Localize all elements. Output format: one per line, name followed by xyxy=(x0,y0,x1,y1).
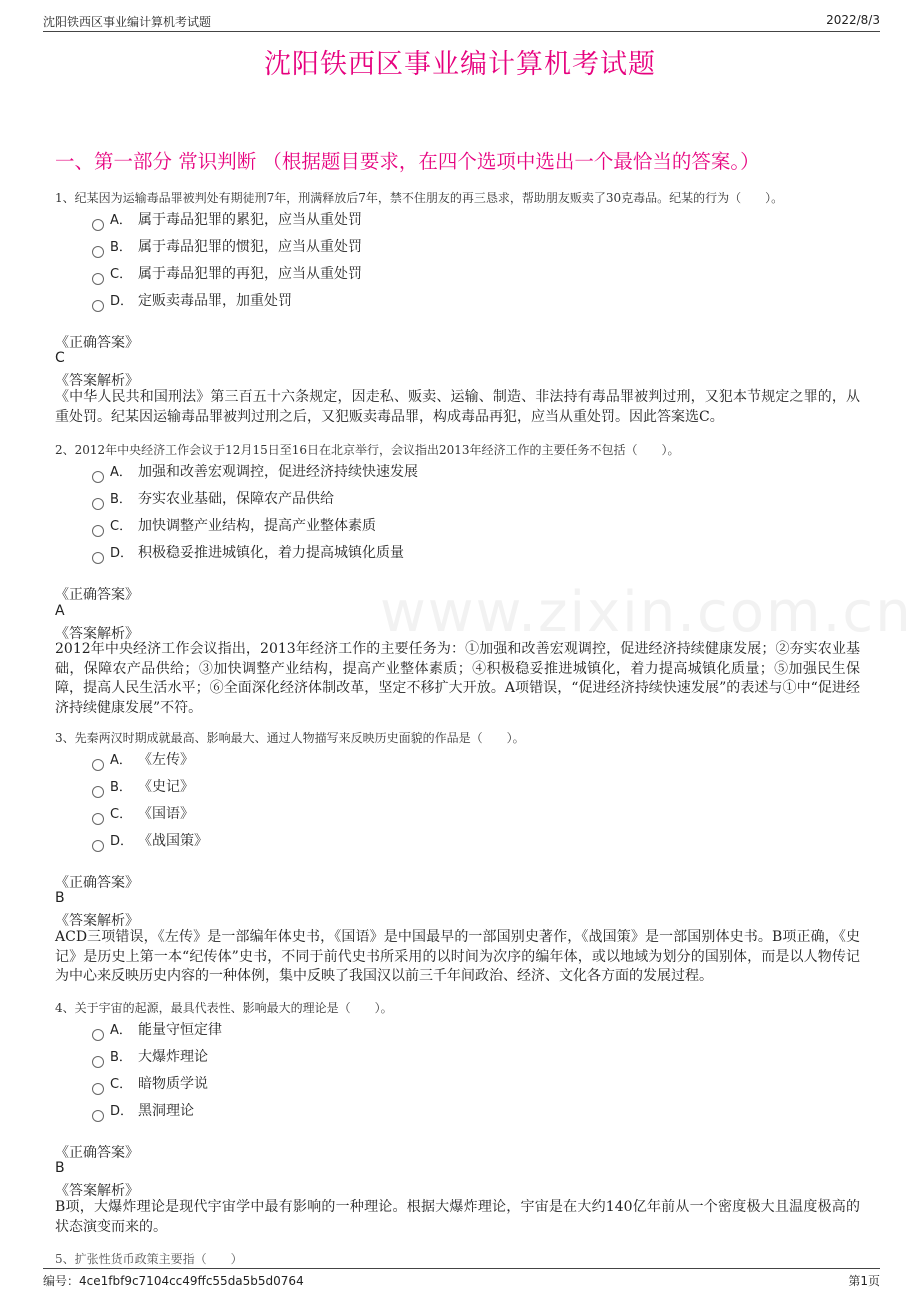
question-1: 1、纪某因为运输毒品罪被判处有期徒刑7年，刑满释放后7年，禁不住朋友的再三恳求，帮助朋友贩卖了30克毒品。纪某的行为（ ）。 xyxy=(55,191,784,205)
radio-icon[interactable] xyxy=(92,840,104,852)
question-5-partial: 5、扩张性货币政策主要指（ ） xyxy=(55,1252,243,1266)
question-4: 4、关于宇宙的起源，最具代表性、影响最大的理论是（ ）。 xyxy=(55,1001,393,1015)
option-key: A． xyxy=(110,465,132,480)
explanation-label: 《答案解析》 xyxy=(55,626,139,642)
option-text: 能量守恒定律 xyxy=(138,1022,222,1038)
option-key: D． xyxy=(110,294,134,309)
radio-icon[interactable] xyxy=(92,786,104,798)
explanation: ACD三项错误，《左传》是一部编年体史书，《国语》是中国最早的一部国别史著作，《战国策》是一部国别体史书。B项正确，《史记》是历史上第一本“纪传体”史书，不同于前代史书所采用的以时间为次序的编年体，或以地域为划分的国别体，而是以人物传记为中心来反映历史内容的一种体例，集中反映了我国汉以前三千年间政治、经济、文化各方面的发展过程。 xyxy=(55,929,860,984)
option-key: D． xyxy=(110,1104,134,1119)
question-2: 2、2012年中央经济工作会议于12月15日至16日在北京举行，会议指出2013年经济工作的主要任务不包括（ ）。 xyxy=(55,443,680,457)
correct-answer: C xyxy=(55,350,65,366)
option-key: B． xyxy=(110,1050,132,1065)
watermark: www.zixin.com.cn xyxy=(380,580,913,645)
header-doc-title: 沈阳铁西区事业编计算机考试题 xyxy=(43,15,212,29)
option-2c[interactable] xyxy=(92,515,376,535)
correct-answer-label: 《正确答案》 xyxy=(55,587,139,603)
option-text: 《战国策》 xyxy=(138,833,208,849)
correct-answer-label: 《正确答案》 xyxy=(55,335,139,351)
option-text: 积极稳妥推进城镇化，着力提高城镇化质量 xyxy=(138,545,404,561)
radio-icon[interactable] xyxy=(92,552,104,564)
radio-icon[interactable] xyxy=(92,525,104,537)
radio-icon[interactable] xyxy=(92,1083,104,1095)
document-id: 编号：4ce1fbf9c7104cc49ffc55da5b5d0764 xyxy=(43,1274,304,1288)
option-key: A． xyxy=(110,213,132,228)
radio-icon[interactable] xyxy=(92,1029,104,1041)
correct-answer-label: 《正确答案》 xyxy=(55,875,139,891)
option-text: 属于毒品犯罪的再犯，应当从重处罚 xyxy=(138,266,362,282)
option-text: 《左传》 xyxy=(138,752,194,768)
option-4a[interactable] xyxy=(92,1019,222,1039)
option-key: C． xyxy=(110,267,133,282)
option-text: 属于毒品犯罪的累犯，应当从重处罚 xyxy=(138,212,362,228)
option-1b[interactable] xyxy=(92,236,362,256)
page-number: 第1页 xyxy=(848,1274,880,1288)
radio-icon[interactable] xyxy=(92,1056,104,1068)
option-text: 加强和改善宏观调控，促进经济持续快速发展 xyxy=(138,464,418,480)
correct-answer: B xyxy=(55,1160,65,1176)
option-2d[interactable] xyxy=(92,542,404,562)
option-key: C． xyxy=(110,807,133,822)
radio-icon[interactable] xyxy=(92,498,104,510)
header-divider xyxy=(43,31,880,32)
option-2a[interactable] xyxy=(92,461,418,481)
explanation: B项，大爆炸理论是现代宇宙学中最有影响的一种理论。根据大爆炸理论，宇宙是在大约140亿年前从一个密度极大且温度极高的状态演变而来的。 xyxy=(55,1199,860,1235)
option-text: 《史记》 xyxy=(138,779,194,795)
option-text: 《国语》 xyxy=(138,806,194,822)
explanation-label: 《答案解析》 xyxy=(55,913,139,929)
radio-icon[interactable] xyxy=(92,471,104,483)
radio-icon[interactable] xyxy=(92,273,104,285)
radio-icon[interactable] xyxy=(92,246,104,258)
option-text: 大爆炸理论 xyxy=(138,1049,208,1065)
option-2b[interactable] xyxy=(92,488,334,508)
option-3a[interactable] xyxy=(92,749,194,769)
page-footer xyxy=(43,1272,880,1290)
option-3c[interactable] xyxy=(92,803,194,823)
correct-answer: B xyxy=(55,890,65,906)
footer-divider xyxy=(43,1268,880,1269)
option-1a[interactable] xyxy=(92,209,362,229)
option-4b[interactable] xyxy=(92,1046,208,1066)
radio-icon[interactable] xyxy=(92,1110,104,1122)
header-date: 2022/8/3 xyxy=(826,13,880,27)
page-header xyxy=(43,13,880,31)
option-key: C． xyxy=(110,519,133,534)
option-3d[interactable] xyxy=(92,830,208,850)
explanation: 2012年中央经济工作会议指出，2013年经济工作的主要任务为：①加强和改善宏观调控，促进经济持续健康发展；②夯实农业基础，保障农产品供给；③加快调整产业结构，提高产业整体素质；④积极稳妥推进城镇化，着力提高城镇化质量；⑤加强民生保障，提高人民生活水平；⑥全面深化经济体制改革，坚定不移扩大开放。A项错误，“促进经济持续快速发展”的表述与①中“促进经济持续健康发展”不符。 xyxy=(55,641,860,716)
option-key: D． xyxy=(110,546,134,561)
option-key: B． xyxy=(110,240,132,255)
radio-icon[interactable] xyxy=(92,759,104,771)
option-key: C． xyxy=(110,1077,133,1092)
explanation: 《中华人民共和国刑法》第三百五十六条规定，因走私、贩卖、运输、制造、非法持有毒品罪被判过刑，又犯本节规定之罪的，从重处罚。纪某因运输毒品罪被判过刑之后，又犯贩卖毒品罪，构成毒品再犯，应当从重处罚。因此答案选C。 xyxy=(55,389,860,425)
option-1d[interactable] xyxy=(92,290,292,310)
explanation-label: 《答案解析》 xyxy=(55,1183,139,1199)
option-4c[interactable] xyxy=(92,1073,208,1093)
page-title: 沈阳铁西区事业编计算机考试题 xyxy=(264,49,656,80)
option-text: 加快调整产业结构，提高产业整体素质 xyxy=(138,518,376,534)
radio-icon[interactable] xyxy=(92,219,104,231)
section-heading: 一、第一部分 常识判断 （根据题目要求，在四个选项中选出一个最恰当的答案。） xyxy=(55,150,760,173)
option-text: 夯实农业基础，保障农产品供给 xyxy=(138,491,334,507)
correct-answer: A xyxy=(55,603,65,619)
option-text: 属于毒品犯罪的惯犯，应当从重处罚 xyxy=(138,239,362,255)
option-key: A． xyxy=(110,1023,132,1038)
option-4d[interactable] xyxy=(92,1100,194,1120)
option-3b[interactable] xyxy=(92,776,194,796)
question-3: 3、先秦两汉时期成就最高、影响最大、通过人物描写来反映历史面貌的作品是（ ）。 xyxy=(55,731,525,745)
option-key: B． xyxy=(110,780,132,795)
option-text: 暗物质学说 xyxy=(138,1076,208,1092)
option-key: D． xyxy=(110,834,134,849)
option-1c[interactable] xyxy=(92,263,362,283)
option-text: 定贩卖毒品罪，加重处罚 xyxy=(138,293,292,309)
option-key: B． xyxy=(110,492,132,507)
explanation-label: 《答案解析》 xyxy=(55,373,139,389)
radio-icon[interactable] xyxy=(92,813,104,825)
option-text: 黑洞理论 xyxy=(138,1103,194,1119)
correct-answer-label: 《正确答案》 xyxy=(55,1145,139,1161)
option-key: A． xyxy=(110,753,132,768)
radio-icon[interactable] xyxy=(92,300,104,312)
